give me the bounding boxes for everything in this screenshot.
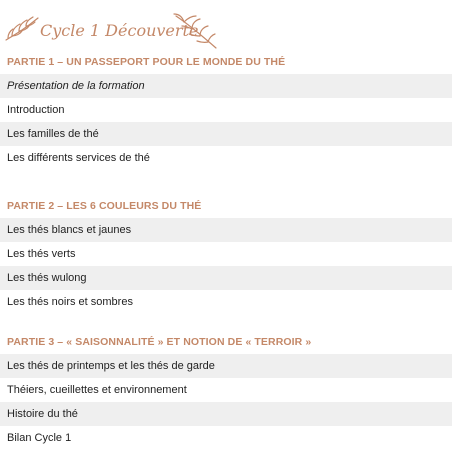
list-item[interactable]: Les différents services de thé — [7, 152, 150, 164]
list-item[interactable]: Théiers, cueillettes et environnement — [7, 384, 187, 396]
list-item[interactable]: Introduction — [7, 104, 65, 116]
list-item[interactable]: Les thés de printemps et les thés de garde — [0, 354, 452, 378]
leaf-branch-left-icon — [4, 14, 40, 44]
list-item[interactable]: Les thés verts — [7, 248, 76, 260]
section-title-partie-2: PARTIE 2 – LES 6 COULEURS DU THÉ — [7, 200, 202, 212]
list-item[interactable]: Les thés noirs et sombres — [7, 296, 133, 308]
section-title-partie-3: PARTIE 3 – « SAISONNALITÉ » ET NOTION DE « TERROIR » — [7, 336, 312, 348]
list-item[interactable]: Les familles de thé — [0, 122, 452, 146]
list-item[interactable]: Histoire du thé — [0, 402, 452, 426]
header — [0, 8, 452, 50]
list-item[interactable]: Les thés wulong — [0, 266, 452, 290]
section-title-partie-1: PARTIE 1 – UN PASSEPORT POUR LE MONDE DU THÉ — [7, 56, 286, 68]
page-title: Cycle 1 Découverte — [40, 21, 199, 40]
list-item[interactable]: Présentation de la formation — [0, 74, 452, 98]
list-item[interactable]: Bilan Cycle 1 — [7, 432, 72, 444]
leaf-branch-right-icon — [172, 12, 218, 50]
list-item[interactable]: Les thés blancs et jaunes — [0, 218, 452, 242]
